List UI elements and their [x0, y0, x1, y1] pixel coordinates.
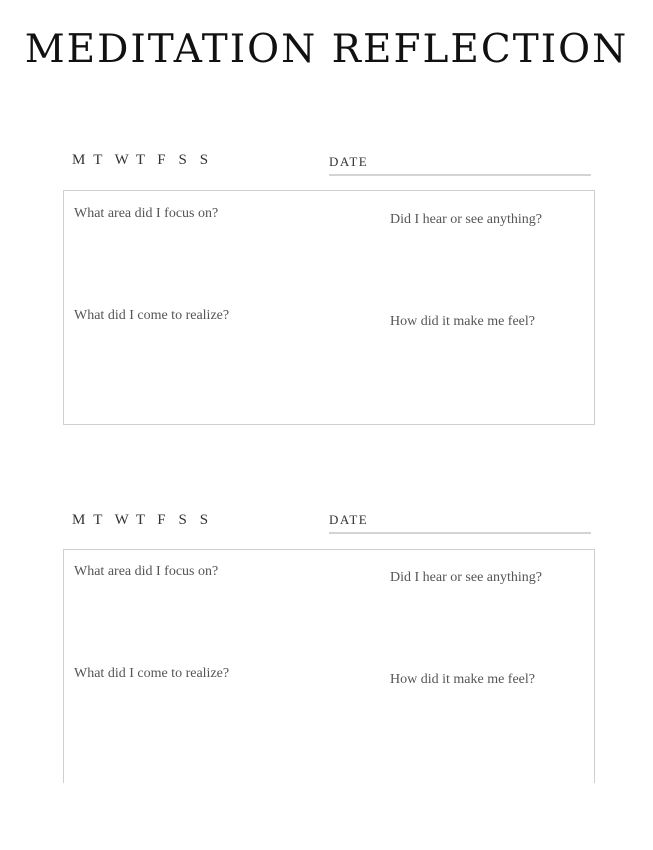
weekday-saturday[interactable]: S [178, 152, 187, 168]
weekday-sunday[interactable]: S [199, 152, 209, 168]
weekday-selector [72, 512, 221, 529]
date-label: DATE [329, 512, 369, 527]
prompt-feel: How did it make me feel? [390, 672, 536, 687]
weekday-thursday[interactable]: T [135, 512, 146, 528]
date-field-line[interactable] [329, 174, 591, 176]
weekday-saturday[interactable]: S [178, 512, 187, 528]
prompt-realize: What did I come to realize? [74, 666, 230, 681]
prompt-hear-see: Did I hear or see anything? [390, 570, 542, 585]
prompt-focus: What area did I focus on? [74, 206, 219, 221]
weekday-sunday[interactable]: S [199, 512, 209, 528]
weekday-friday[interactable]: F [157, 152, 166, 168]
prompt-focus: What area did I focus on? [74, 564, 219, 579]
page-bottom-margin [0, 783, 653, 850]
weekday-monday[interactable]: M [72, 512, 86, 528]
weekday-selector [72, 152, 221, 169]
weekday-monday[interactable]: M [72, 152, 86, 168]
prompt-feel: How did it make me feel? [390, 314, 536, 329]
weekday-wednesday[interactable]: W [114, 152, 129, 168]
weekday-tuesday[interactable]: T [93, 512, 103, 528]
weekday-tuesday[interactable]: T [93, 152, 103, 168]
weekday-friday[interactable]: F [157, 512, 166, 528]
weekday-wednesday[interactable]: W [114, 512, 129, 528]
page-title: MEDITATION REFLECTION [24, 27, 629, 72]
prompt-realize: What did I come to realize? [74, 308, 230, 323]
date-label: DATE [329, 154, 369, 169]
date-field-line[interactable] [329, 532, 591, 534]
prompt-hear-see: Did I hear or see anything? [390, 212, 542, 227]
weekday-thursday[interactable]: T [135, 152, 146, 168]
